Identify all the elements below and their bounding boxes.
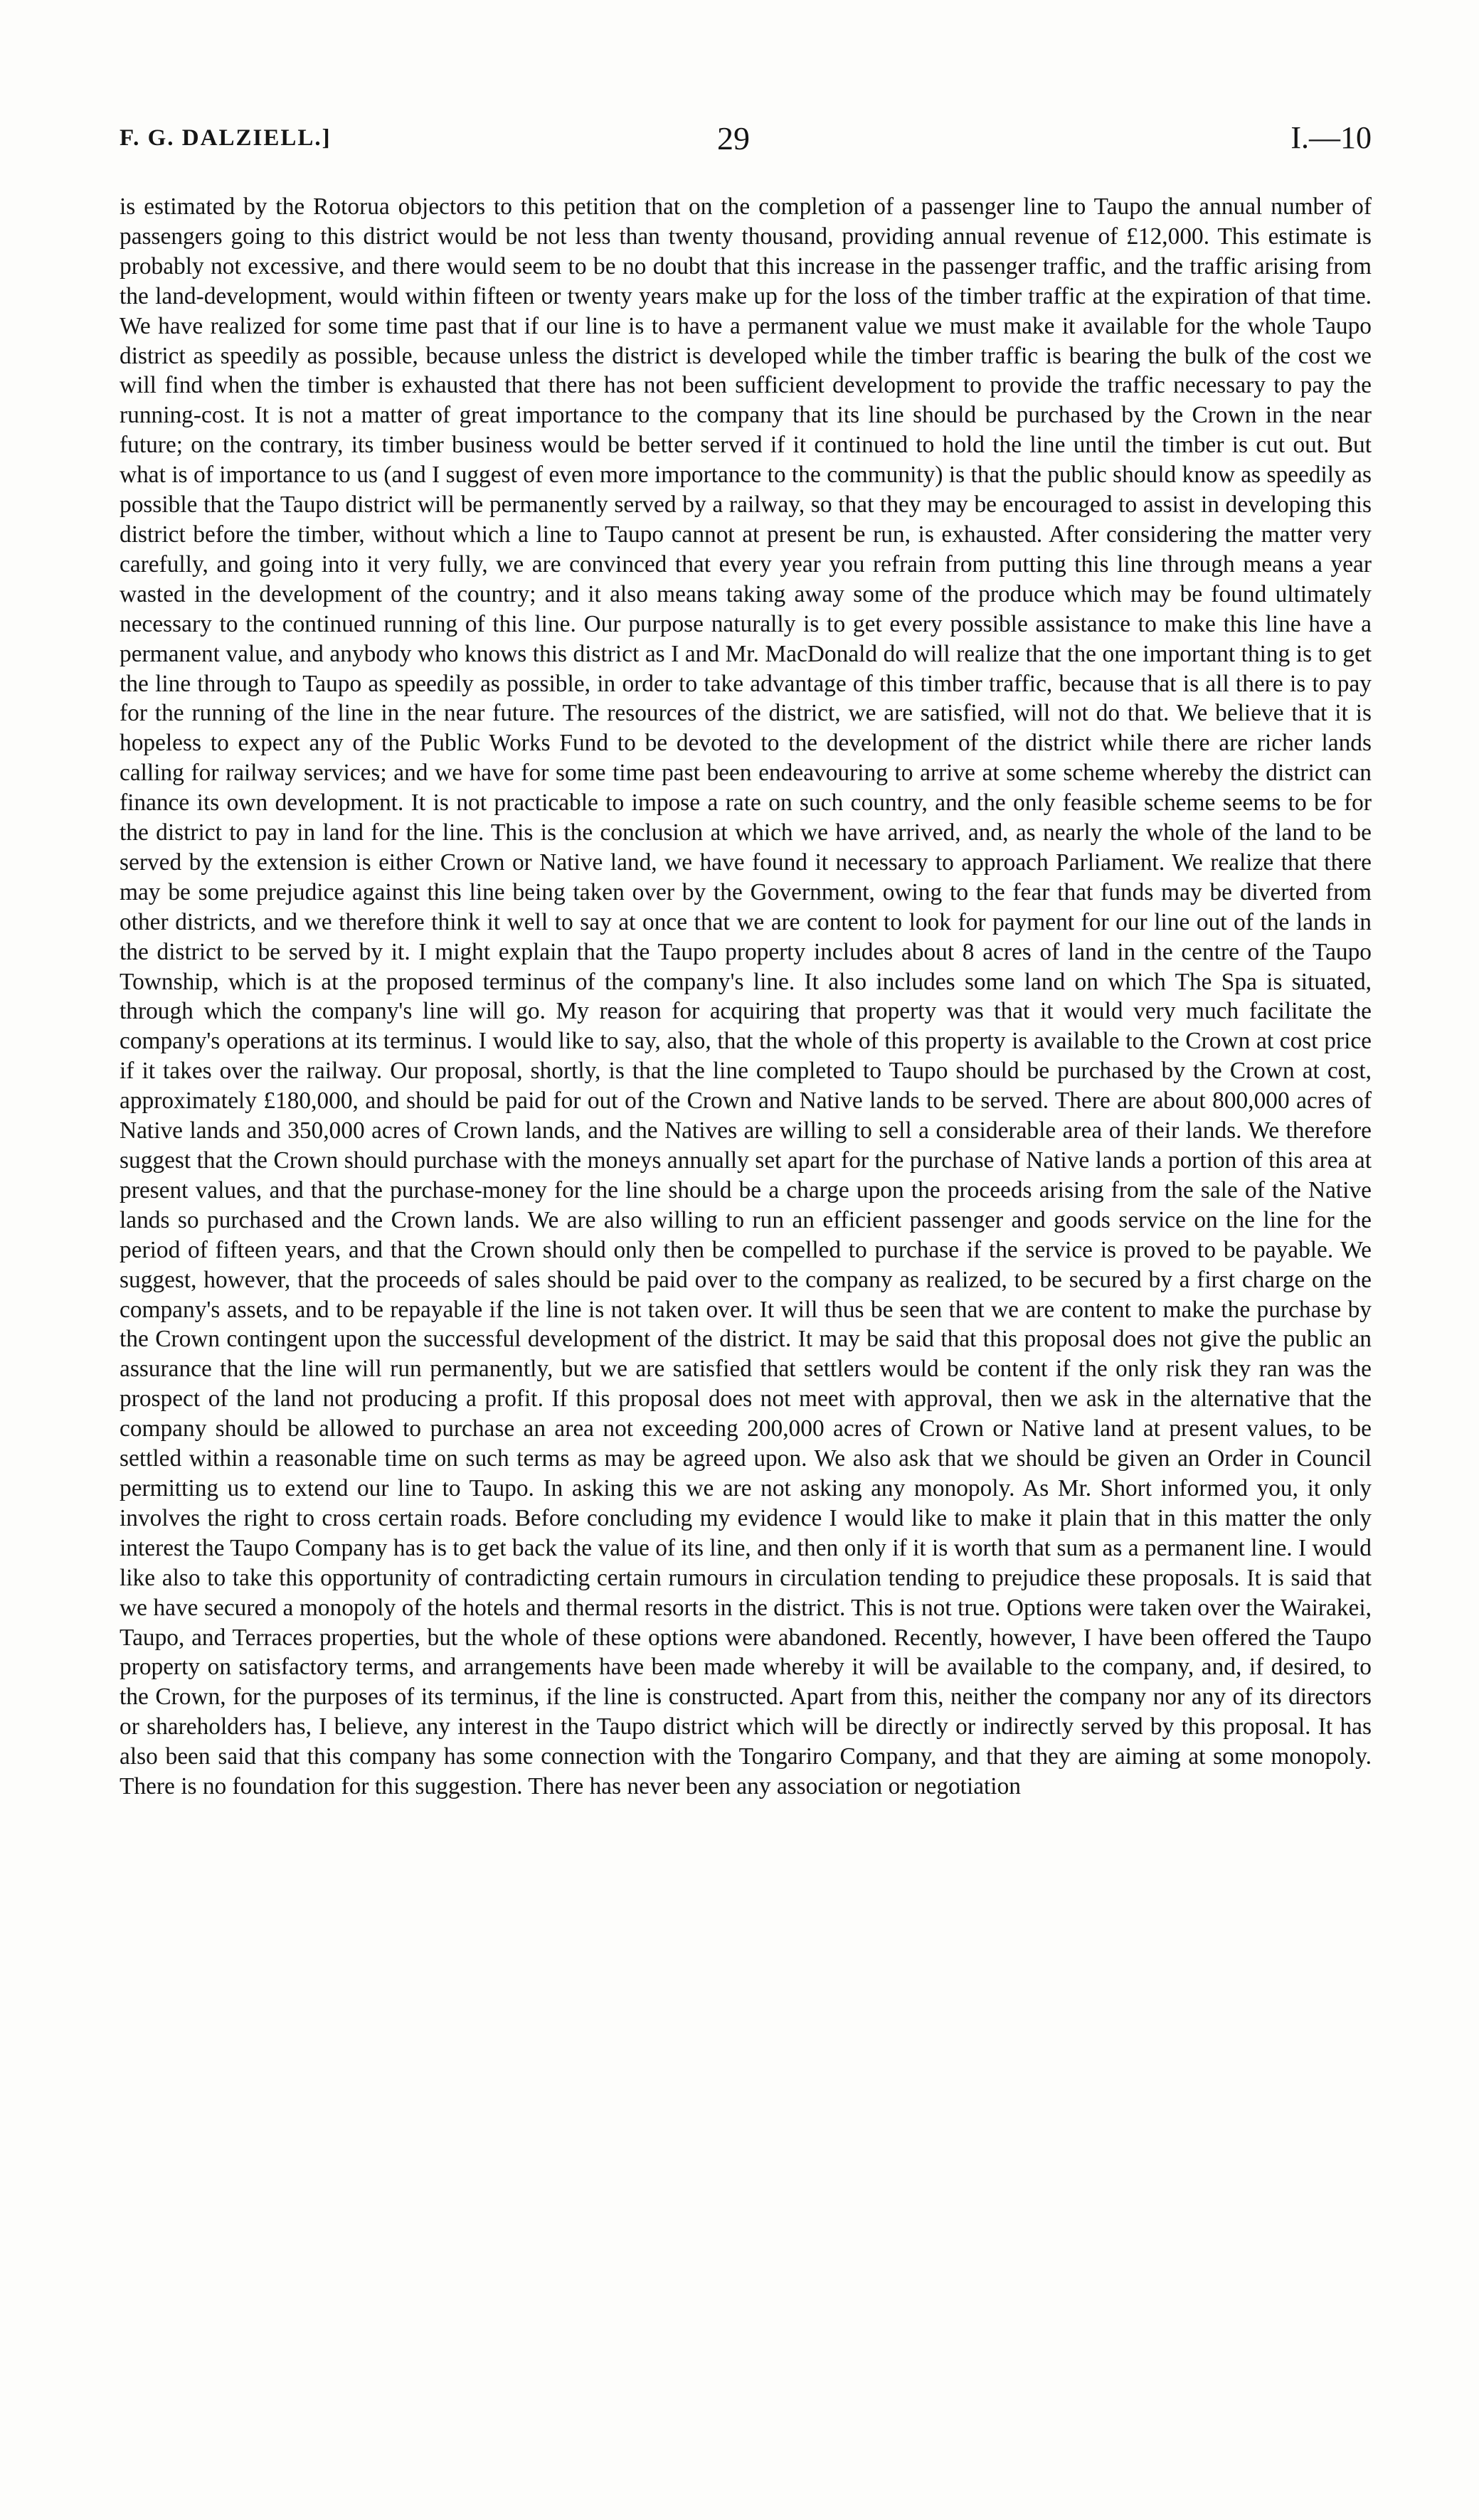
author-running-head: F. G. DALZIELL.] xyxy=(120,125,332,151)
page-number: 29 xyxy=(717,120,750,156)
evidence-paragraph: is estimated by the Rotorua objectors to this petition that on the completion of a passenger line to Taupo the annual number of passengers going to this district would be not less than twenty thousand, providing annual revenue of £12,000. This estimate is probably not excessive, and there would seem to be no doubt that this increase in the passenger traffic, and the traffic arising from the land-development, would within fifteen or twenty years make up for the loss of the timber traffic at the expiration of that time. We have realized for some time past that if our line is to have a permanent value we must make it available for the whole Taupo district as speedily as possible, because unless the district is developed while the timber traffic is bearing the bulk of the cost we will find when the timber is exhausted that there has not been sufficient development to provide the traffic necessary to pay the running-cost. It is not a matter of great importance to the company that its line should be purchased by the Crown in the near future; on the contrary, its timber business would be better served if it continued to hold the line until the timber is cut out. But what is of importance to us (and I suggest of even more importance to the community) is that the public should know as speedily as possible that the Taupo district will be permanently served by a railway, so that they may be encouraged to assist in developing this district before the timber, without which a line to Taupo cannot at present be run, is exhausted. After considering the matter very carefully, and going into it very fully, we are convinced that every year you refrain from putting this line through means a year wasted in the development of the country; and it also means taking away some of the produce which may be found ultimately necessary to the continued running of this line. Our purpose naturally is to get every possible assistance to make this line have a permanent value, and anybody who knows this district as I and Mr. MacDonald do will realize that the one important thing is to get the line through to Taupo as speedily as possible, in order to take advantage of this timber traffic, because that is all there is to pay for the running of the line in the near future. The resources of the district, we are satisfied, will not do that. We believe that it is hopeless to expect any of the Public Works Fund to be devoted to the development of the district while there are richer lands calling for railway services; and we have for some time past been endeavouring to arrive at some scheme whereby the district can finance its own development. It is not practicable to impose a rate on such country, and the only feasible scheme seems to be for the district to pay in land for the line. This is the conclusion at which we have arrived, and, as nearly the whole of the land to be served by the extension is either Crown or Native land, we have found it necessary to approach Parliament. We realize that there may be some prejudice against this line being taken over by the Government, owing to the fear that funds may be diverted from other districts, and we therefore think it well to say at once that we are content to look for payment for our line out of the lands in the district to be served by it. I might explain that the Taupo property includes about 8 acres of land in the centre of the Taupo Township, which is at the proposed terminus of the company's line. It also includes some land on which The Spa is situated, through which the company's line will go. My reason for acquiring that property was that it would very much facilitate the company's operations at its terminus. I would like to say, also, that the whole of this property is available to the Crown at cost price if it takes over the railway. Our proposal, shortly, is that the line completed to Taupo should be purchased by the Crown at cost, approximately £180,000, and should be paid for out of the Crown and Native lands to be served. There are about 800,000 acres of Native lands and 350,000 acres of Crown lands, and the Natives are willing to sell a considerable area of their lands. We therefore suggest that the Crown should purchase with the moneys annually set apart for the purchase of Native lands a portion of this area at present values, and that the purchase-money for the line should be a charge upon the proceeds arising from the sale of the Native lands so purchased and the Crown lands. We are also willing to run an efficient passenger and goods service on the line for the period of fifteen years, and that the Crown should only then be compelled to purchase if the service is proved to be payable. We suggest, however, that the proceeds of sales should be paid over to the company as realized, to be secured by a first charge on the company's assets, and to be repayable if the line is not taken over. It will thus be seen that we are content to make the purchase by the Crown contingent upon the successful development of the district. It may be said that this proposal does not give the public an assurance that the line will run permanently, but we are satisfied that settlers would be content if the only risk they ran was the prospect of the land not producing a profit. If this proposal does not meet with approval, then we ask in the alternative that the company should be allowed to purchase an area not exceeding 200,000 acres of Crown or Native land at present values, to be settled within a reasonable time on such terms as may be agreed upon. We also ask that we should be given an Order in Council permitting us to extend our line to Taupo. In asking this we are not asking any monopoly. As Mr. Short informed you, it only involves the right to cross certain roads. Before concluding my evidence I would like to make it plain that in this matter the only interest the Taupo Company has is to get back the value of its line, and then only if it is worth that sum as a permanent line. I would like also to take this opportunity of contradicting certain rumours in circulation tending to prejudice these proposals. It is said that we have secured a monopoly of the hotels and thermal resorts in the district. This is not true. Options were taken over the Wairakei, Taupo, and Terraces properties, but the whole of these options were abandoned. Recently, however, I have been offered the Taupo property on satisfactory terms, and arrangements have been made whereby it will be available to the company, and, if desired, to the Crown, for the purposes of its terminus, if the line is constructed. Apart from this, neither the company nor any of its directors or shareholders has, I believe, any interest in the Taupo district which will be directly or indirectly served by this proposal. It has also been said that this company has some connection with the Tongariro Company, and that they are aiming at some monopoly. There is no foundation for this suggestion. There has never been any association or negotiation xyxy=(120,193,1372,1800)
document-reference: I.—10 xyxy=(1290,120,1372,155)
body-text xyxy=(120,192,1372,1802)
page-header xyxy=(120,119,1372,162)
